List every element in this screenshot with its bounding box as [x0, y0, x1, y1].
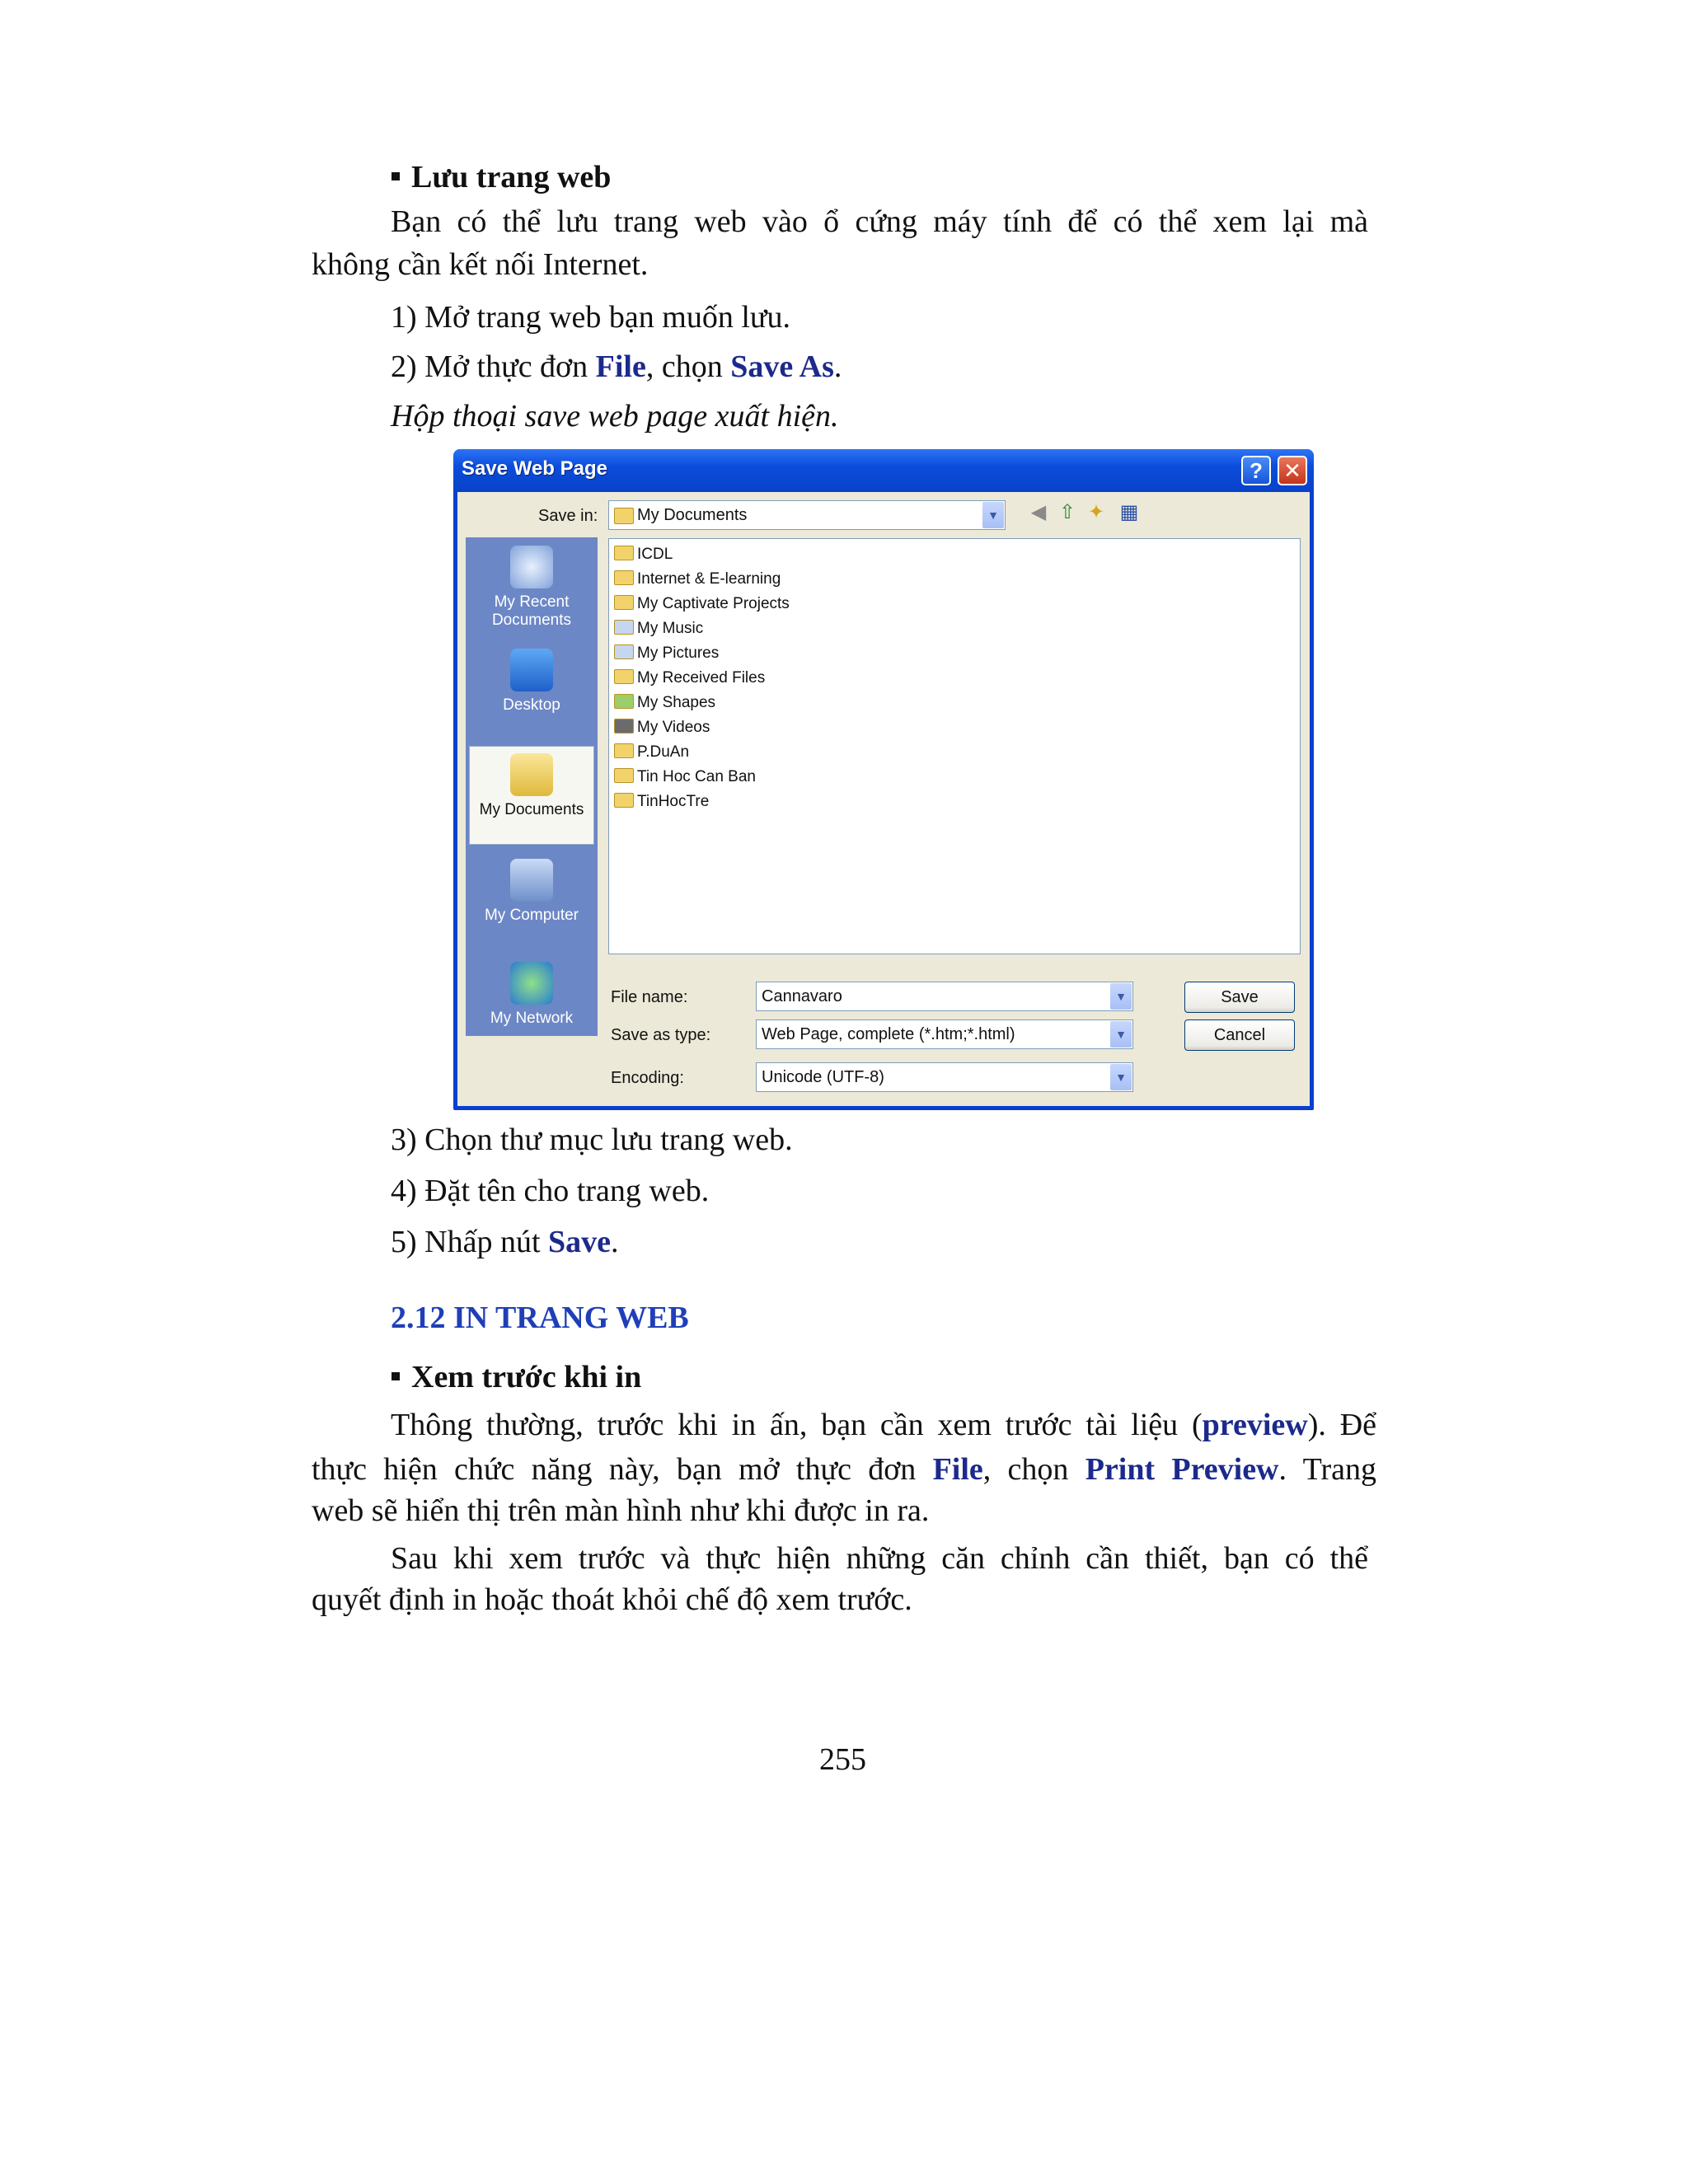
- music-folder-icon: [614, 620, 634, 635]
- encoding-label: Encoding:: [611, 1069, 684, 1087]
- save-as-type-select[interactable]: Web Page, complete (*.htm;*.html) ▼: [756, 1019, 1133, 1049]
- paragraph-line: web sẽ hiển thị trên màn hình như khi được in ra.: [312, 1493, 930, 1528]
- section-title: 2.12 IN TRANG WEB: [391, 1301, 689, 1335]
- step-3: 3) Chọn thư mục lưu trang web.: [391, 1122, 793, 1157]
- save-as-type-label: Save as type:: [611, 1026, 711, 1044]
- paragraph-line: không cần kết nối Internet.: [312, 247, 649, 282]
- save-web-page-dialog: [453, 449, 1314, 1110]
- places-bar: [466, 537, 598, 1036]
- place-my-computer[interactable]: My Computer: [469, 859, 594, 925]
- save-in-label: Save in:: [538, 507, 598, 525]
- list-item[interactable]: My Shapes: [614, 694, 715, 712]
- page-number: 255: [819, 1742, 866, 1777]
- pictures-folder-icon: [614, 644, 634, 659]
- folder-icon: [614, 669, 634, 684]
- desktop-icon: [510, 649, 553, 691]
- up-folder-icon[interactable]: ⇧: [1058, 501, 1076, 523]
- videos-folder-icon: [614, 719, 634, 733]
- my-documents-icon: [510, 753, 553, 796]
- encoding-select[interactable]: Unicode (UTF-8) ▼: [756, 1062, 1133, 1092]
- dialog-title: Save Web Page: [462, 457, 607, 480]
- paragraph-line: thực hiện chức năng này, bạn mở thực đơn File, chọn Print Preview. Trang: [312, 1452, 1376, 1487]
- file-name-label: File name:: [611, 988, 688, 1006]
- chevron-down-icon[interactable]: ▼: [1110, 1064, 1132, 1090]
- list-item[interactable]: My Received Files: [614, 669, 765, 687]
- list-item[interactable]: ICDL: [614, 546, 673, 564]
- chevron-down-icon[interactable]: ▼: [1110, 983, 1132, 1010]
- list-item[interactable]: My Pictures: [614, 644, 719, 663]
- bullet-icon: [392, 1372, 400, 1380]
- save-button[interactable]: Save: [1184, 982, 1295, 1013]
- step-5: 5) Nhấp nút Save.: [391, 1225, 619, 1259]
- new-folder-icon[interactable]: ✦: [1087, 501, 1105, 523]
- step-2: 2) Mở thực đơn File, chọn Save As.: [391, 349, 842, 384]
- chevron-down-icon[interactable]: ▼: [982, 502, 1004, 528]
- list-item[interactable]: Internet & E-learning: [614, 570, 781, 588]
- save-in-select[interactable]: My Documents ▼: [608, 500, 1006, 530]
- folder-icon: [614, 508, 634, 524]
- list-item[interactable]: My Music: [614, 620, 703, 638]
- folder-icon: [614, 793, 634, 808]
- paragraph-line: Thông thường, trước khi in ấn, bạn cần xem trước tài liệu (preview). Để: [391, 1408, 1377, 1442]
- place-my-recent-documents[interactable]: My Recent Documents: [469, 546, 594, 630]
- place-desktop[interactable]: Desktop: [469, 649, 594, 715]
- my-computer-icon: [510, 859, 553, 902]
- close-button[interactable]: ✕: [1278, 456, 1307, 485]
- list-item[interactable]: My Captivate Projects: [614, 595, 790, 613]
- list-item[interactable]: Tin Hoc Can Ban: [614, 768, 756, 786]
- folder-icon: [614, 595, 634, 610]
- chevron-down-icon[interactable]: ▼: [1110, 1021, 1132, 1047]
- recent-documents-icon: [510, 546, 553, 588]
- step-1: 1) Mở trang web bạn muốn lưu.: [391, 300, 791, 335]
- paragraph-line: Bạn có thể lưu trang web vào ổ cứng máy tính để có thể xem lại mà: [391, 204, 1368, 239]
- paragraph-line: Sau khi xem trước và thực hiện những căn chỉnh cần thiết, bạn có thể: [391, 1541, 1368, 1576]
- figure-caption: Hộp thoại save web page xuất hiện.: [391, 399, 839, 434]
- list-item[interactable]: TinHocTre: [614, 793, 709, 811]
- shapes-folder-icon: [614, 694, 634, 709]
- dialog-titlebar: [453, 449, 1314, 492]
- place-my-documents[interactable]: My Documents: [469, 746, 594, 845]
- file-name-input[interactable]: Cannavaro ▼: [756, 982, 1133, 1011]
- cancel-button[interactable]: Cancel: [1184, 1019, 1295, 1051]
- bullet-icon: [392, 172, 400, 180]
- file-list[interactable]: [608, 538, 1301, 954]
- views-menu-icon[interactable]: ▦: [1119, 501, 1139, 523]
- step-4: 4) Đặt tên cho trang web.: [391, 1174, 710, 1208]
- section-heading: Xem trước khi in: [392, 1361, 641, 1393]
- folder-icon: [614, 768, 634, 783]
- section-heading: Lưu trang web: [392, 162, 611, 193]
- folder-icon: [614, 570, 634, 585]
- my-network-icon: [510, 962, 553, 1005]
- paragraph-line: quyết định in hoặc thoát khỏi chế độ xem trước.: [312, 1582, 912, 1617]
- help-button[interactable]: ?: [1241, 456, 1271, 485]
- dialog-body: [457, 492, 1310, 1106]
- list-item[interactable]: P.DuAn: [614, 743, 689, 762]
- back-icon[interactable]: ◀: [1030, 501, 1047, 523]
- folder-icon: [614, 743, 634, 758]
- place-my-network[interactable]: My Network: [469, 962, 594, 1028]
- folder-icon: [614, 546, 634, 560]
- list-item[interactable]: My Videos: [614, 719, 710, 737]
